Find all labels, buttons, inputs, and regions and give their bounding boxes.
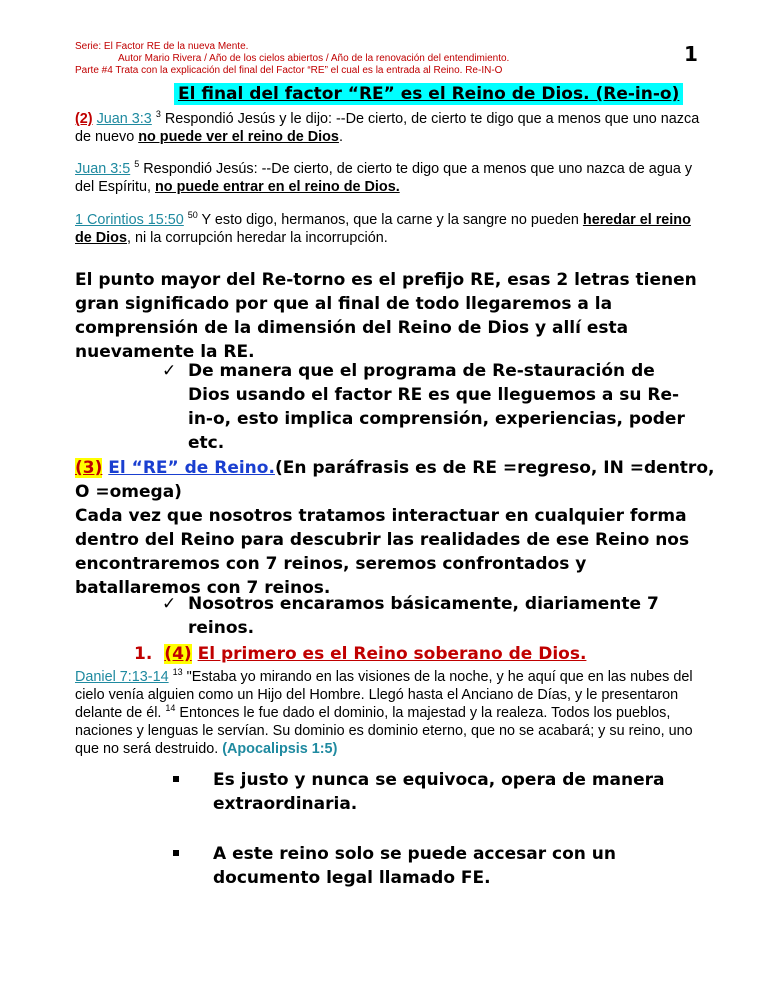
page-title: El final del factor “RE” es el Reino de Dios. (Re-in-o) bbox=[174, 83, 683, 105]
verse-number: 13 bbox=[172, 667, 183, 678]
square-bullet-icon bbox=[173, 776, 179, 782]
section-heading: El “RE” de Reino. bbox=[108, 458, 275, 478]
point-number: (2) bbox=[75, 111, 93, 127]
bullet-item bbox=[213, 842, 713, 890]
checkmark-icon: ✓ bbox=[162, 594, 177, 614]
bullet-text: A este reino solo se puede accesar con un documento legal llamado FE. bbox=[213, 844, 616, 888]
verse-text: Respondió Jesús: --De cierto, de cierto te digo que a menos que uno nazca de agua y del Espíritu, bbox=[75, 161, 693, 195]
verse-text: Respondió Jesús y le dijo: --De cierto, de cierto te digo que a menos que uno nazca de nuevo bbox=[75, 111, 700, 145]
verse-emphasis: no puede entrar en el reino de Dios. bbox=[155, 179, 400, 195]
verse-reference-link[interactable]: Juan 3:5 bbox=[75, 161, 131, 177]
verse-reference-link[interactable]: Juan 3:3 bbox=[96, 111, 152, 127]
numbered-item-1 bbox=[134, 642, 586, 666]
verse-reference-link[interactable]: Daniel 7:13-14 bbox=[75, 669, 169, 685]
verse-number: 5 bbox=[134, 159, 140, 170]
bullet-item bbox=[213, 768, 713, 816]
header-part: Parte #4 Trata con la explicación del final del Factor “RE” el cual es la entrada al Reino. Re-IN-O bbox=[75, 65, 503, 76]
page-number: 1 bbox=[684, 42, 698, 66]
verse-emphasis: heredar el reino de Dios bbox=[75, 212, 691, 246]
point-number: (3) bbox=[75, 458, 103, 478]
cross-reference: (Apocalipsis 1:5) bbox=[222, 741, 338, 757]
header-author: Autor Mario Rivera / Año de los cielos abiertos / Año de la renovación del entendimiento. bbox=[118, 53, 510, 64]
checkmark-icon: ✓ bbox=[162, 361, 177, 381]
verse-emphasis: no puede ver el reino de Dios bbox=[138, 129, 339, 145]
check-item-text: Nosotros encaramos básicamente, diariamente 7 reinos. bbox=[188, 594, 659, 638]
verse-1-corintios-15-50 bbox=[75, 211, 700, 247]
verse-text: Entonces le fue dado el dominio, la majestad y la realeza. Todos los pueblos, naciones y lenguas le servían. Su dominio es dominio eterno, que no se acabará; y su reino, uno que no será destruido. bbox=[75, 705, 693, 757]
verse-text: "Estaba yo mirando en las visiones de la noche, y he aquí que en las nubes del cielo venía alguien como un Hijo del Hombre. Llegó hasta el Anciano de Días, y le presentaron delante de él. bbox=[75, 669, 693, 721]
verse-text-end: . bbox=[338, 129, 343, 145]
verse-juan-3-5 bbox=[75, 160, 700, 196]
verse-number: 50 bbox=[187, 210, 198, 221]
verse-number: 14 bbox=[165, 703, 176, 714]
verse-text-end: , ni la corrupción heredar la incorrupción. bbox=[126, 230, 388, 246]
main-point: El punto mayor del Re-torno es el prefijo RE, esas 2 letras tienen gran significado por que al final de todo llegaremos a la comprensión de la dimensión del Reino de Dios y allí esta nuevamente la RE. bbox=[75, 270, 697, 362]
bullet-text: Es justo y nunca se equivoca, opera de manera extraordinaria. bbox=[213, 770, 665, 814]
section-paraphrase: (En paráfrasis es de RE =regreso, IN =dentro, O =omega) bbox=[75, 458, 715, 502]
verse-juan-3-3 bbox=[75, 110, 700, 146]
section-body: Cada vez que nosotros tratamos interactuar en cualquier forma dentro del Reino para descubrir las realidades de ese Reino nos encontraremos con 7 reinos, seremos confrontados y batallaremos con 7 reinos. bbox=[75, 506, 690, 598]
header-series: Serie: El Factor RE de la nueva Mente. bbox=[75, 41, 249, 52]
check-item-text: De manera que el programa de Re-stauración de Dios usando el factor RE es que lleguemos a su Re-in-o, esto implica comprensión, experiencias, poder etc. bbox=[188, 361, 685, 453]
section-el-re-de-reino bbox=[75, 456, 715, 600]
list-marker: 1. bbox=[134, 644, 153, 664]
verse-daniel-7-13-14 bbox=[75, 668, 700, 758]
verse-number: 3 bbox=[155, 109, 161, 120]
check-item-7-reinos bbox=[162, 592, 698, 640]
point-number: (4) bbox=[164, 644, 192, 664]
check-item-restauracion bbox=[162, 359, 698, 455]
square-bullet-icon bbox=[173, 850, 179, 856]
verse-text: Y esto digo, hermanos, que la carne y la sangre no pueden bbox=[197, 212, 583, 228]
numbered-item-text: El primero es el Reino soberano de Dios. bbox=[197, 644, 587, 664]
verse-reference-link[interactable]: 1 Corintios 15:50 bbox=[75, 212, 184, 228]
